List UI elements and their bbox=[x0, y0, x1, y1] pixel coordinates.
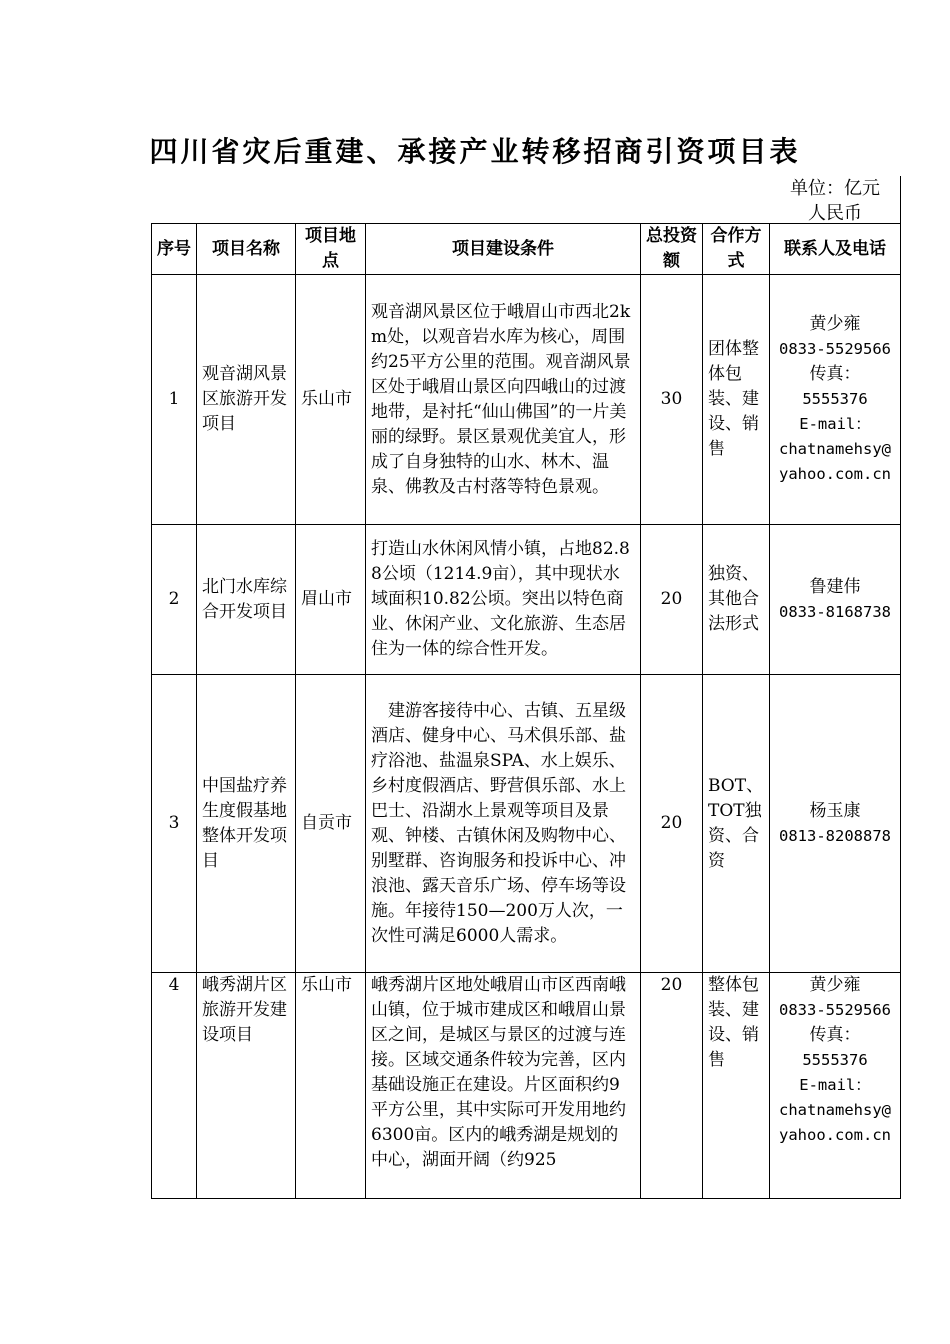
contact-email-label: E-mail： bbox=[799, 415, 871, 433]
cell-name: 中国盐疗养生度假基地整体开发项目 bbox=[197, 675, 296, 973]
header-location: 项目地点 bbox=[296, 224, 366, 275]
cell-location: 乐山市 bbox=[296, 275, 366, 525]
cell-location: 自贡市 bbox=[296, 675, 366, 973]
cell-investment: 20 bbox=[641, 525, 703, 675]
cell-cooperation: 整体包装、建设、销售 bbox=[703, 973, 770, 1199]
unit-line-1: 单位：亿元 bbox=[790, 178, 880, 199]
unit-label bbox=[780, 176, 890, 226]
cell-cooperation: BOT、TOT独资、合资 bbox=[703, 675, 770, 973]
contact-name: 黄少雍 bbox=[809, 975, 861, 995]
cell-location: 眉山市 bbox=[296, 525, 366, 675]
cell-contact bbox=[770, 675, 901, 973]
cell-investment: 30 bbox=[641, 275, 703, 525]
contact-email: chatnamehsy@yahoo.com.cn bbox=[779, 440, 891, 483]
unit-line-2: 人民币 bbox=[808, 203, 862, 224]
contact-phone: 0833-5529566 bbox=[779, 1001, 891, 1019]
contact-fax: 5555376 bbox=[802, 390, 868, 408]
contact-email-label: E-mail： bbox=[799, 1076, 871, 1094]
contact-name: 鲁建伟 bbox=[809, 576, 861, 597]
cell-conditions: 建游客接待中心、古镇、五星级酒店、健身中心、马术俱乐部、盐疗浴池、盐温泉SPA、水上娱乐、乡村度假酒店、野营俱乐部、水上巴士、沿湖水上景观等项目及景观、钟楼、古镇休闲及购物中心、别墅群、咨询服务和投诉中心、冲浪池、露天音乐广场、停车场等设施。年接待150—200万人次，一次性可满足6000人需求。 bbox=[366, 675, 641, 973]
table-row bbox=[152, 275, 901, 525]
projects-table bbox=[151, 223, 901, 1199]
contact-email: chatnamehsy@yahoo.com.cn bbox=[779, 1101, 891, 1144]
table-row bbox=[152, 525, 901, 675]
header-cooperation: 合作方式 bbox=[703, 224, 770, 275]
contact-name: 杨玉康 bbox=[809, 800, 861, 821]
cell-conditions: 观音湖风景区位于峨眉山市西北2km处，以观音岩水库为核心，周围约25平方公里的范围。观音湖风景区处于峨眉山景区向四峨山的过渡地带，是衬托“仙山佛国”的一片美丽的绿野。景区景观优美宜人，形成了自身独特的山水、林木、温泉、佛教及古村落等特色景观。 bbox=[366, 275, 641, 525]
cell-contact bbox=[770, 973, 901, 1199]
cell-cooperation: 独资、其他合法形式 bbox=[703, 525, 770, 675]
page-title: 四川省灾后重建、承接产业转移招商引资项目表 bbox=[149, 135, 801, 168]
contact-phone: 0833-5529566 bbox=[779, 340, 891, 358]
cell-name: 观音湖风景区旅游开发项目 bbox=[197, 275, 296, 525]
cell-name: 峨秀湖片区旅游开发建设项目 bbox=[197, 973, 296, 1199]
contact-phone: 0813-8208878 bbox=[779, 826, 891, 845]
cell-investment: 20 bbox=[641, 675, 703, 973]
contact-fax-label: 传真： bbox=[809, 364, 861, 384]
contact-fax-label: 传真： bbox=[809, 1025, 861, 1045]
header-investment: 总投资额 bbox=[641, 224, 703, 275]
cell-conditions: 打造山水休闲风情小镇，占地82.88公顷（1214.9亩），其中现状水域面积10.82公顷。突出以特色商业、休闲产业、文化旅游、生态居住为一体的综合性开发。 bbox=[366, 525, 641, 675]
contact-fax: 5555376 bbox=[802, 1051, 868, 1069]
cell-seq: 1 bbox=[152, 275, 197, 525]
cell-cooperation: 团体整体包装、建设、销售 bbox=[703, 275, 770, 525]
cell-conditions: 峨秀湖片区地处峨眉山市区西南峨山镇，位于城市建成区和峨眉山景区之间，是城区与景区的过渡与连接。区域交通条件较为完善，区内基础设施正在建设。片区面积约9平方公里，其中实际可开发用地约6300亩。区内的峨秀湖是规划的中心，湖面开阔（约925 bbox=[366, 973, 641, 1199]
header-row bbox=[152, 224, 901, 275]
header-conditions: 项目建设条件 bbox=[366, 224, 641, 275]
header-seq: 序号 bbox=[152, 224, 197, 275]
cell-seq: 4 bbox=[152, 973, 197, 1199]
table-row bbox=[152, 973, 901, 1199]
cell-location: 乐山市 bbox=[296, 973, 366, 1199]
header-name: 项目名称 bbox=[197, 224, 296, 275]
cell-contact bbox=[770, 275, 901, 525]
header-contact: 联系人及电话 bbox=[770, 224, 901, 275]
contact-phone: 0833-8168738 bbox=[779, 602, 891, 621]
cell-contact bbox=[770, 525, 901, 675]
cell-seq: 3 bbox=[152, 675, 197, 973]
cell-seq: 2 bbox=[152, 525, 197, 675]
cell-name: 北门水库综合开发项目 bbox=[197, 525, 296, 675]
cell-investment: 20 bbox=[641, 973, 703, 1199]
table-row bbox=[152, 675, 901, 973]
contact-name: 黄少雍 bbox=[809, 314, 861, 334]
